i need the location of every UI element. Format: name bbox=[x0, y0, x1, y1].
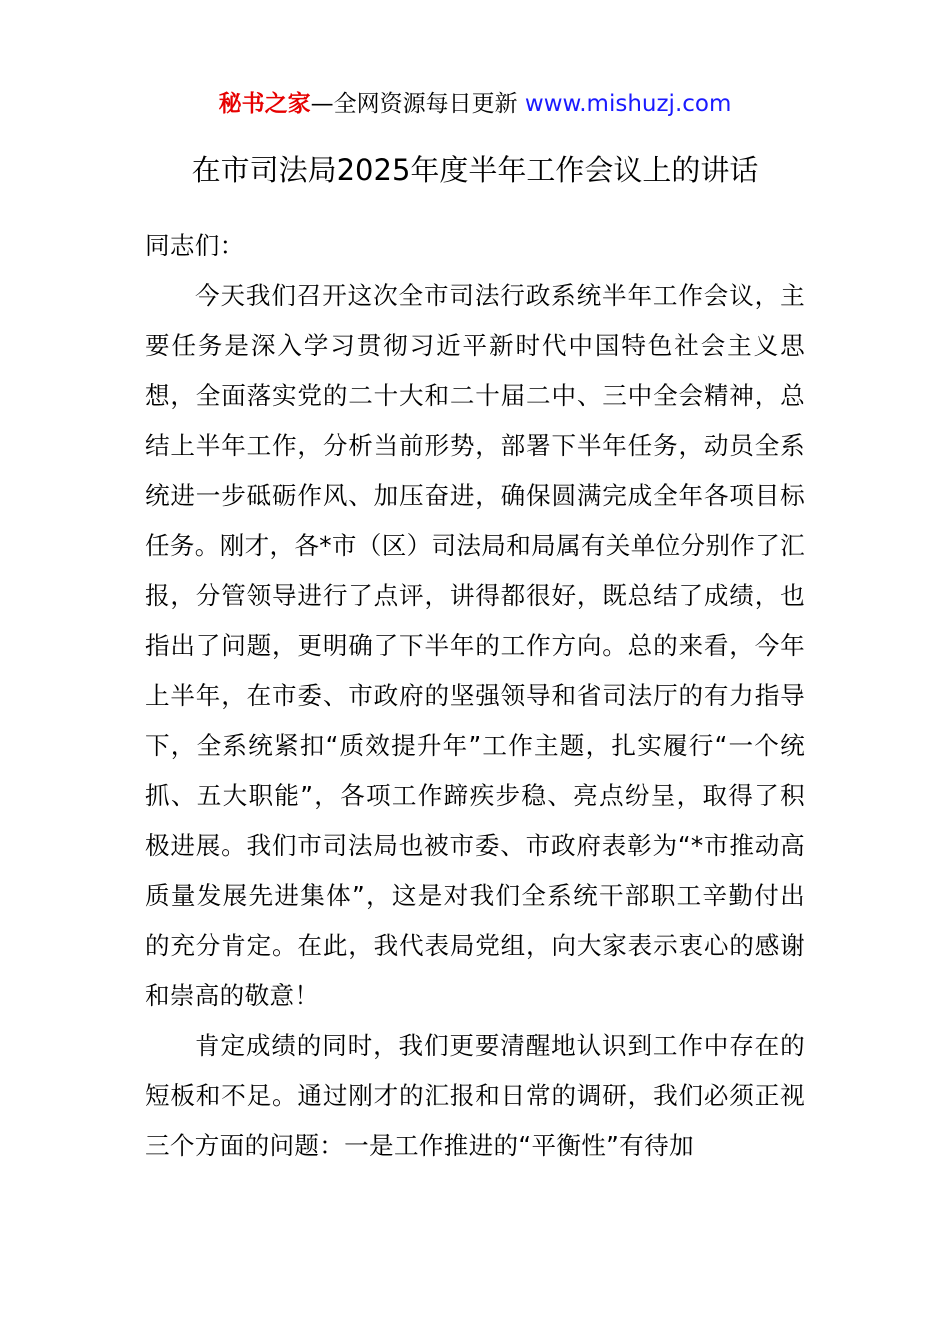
paragraph-2: 肯定成绩的同时，我们更要清醒地认识到工作中存在的短板和不足。通过刚才的汇报和日常的调研，我们必须正视三个方面的问题：一是工作推进的“平衡性”有待加 bbox=[145, 1031, 805, 1160]
site-header bbox=[0, 86, 950, 122]
site-tagline: —全网资源每日更新 bbox=[310, 91, 525, 117]
paragraph-1: 今天我们召开这次全市司法行政系统半年工作会议，主要任务是深入学习贯彻习近平新时代中国特色社会主义思想，全面落实党的二十大和二十届二中、三中全会精神，总结上半年工作，分析当前形势，部署下半年任务，动员全系统进一步砥砺作风、加压奋进，确保圆满完成全年各项目标任务。刚才，各*市（区）司法局和局属有关单位分别作了汇报，分管领导进行了点评，讲得都很好，既总结了成绩，也指出了问题，更明确了下半年的工作方向。总的来看，今年上半年，在市委、市政府的坚强领导和省司法厅的有力指导下，全系统紧扣“质效提升年”工作主题，扎实履行“一个统抓、五大职能”，各项工作蹄疾步稳、亮点纷呈，取得了积极进展。我们市司法局也被市委、市政府表彰为“*市推动高质量发展先进集体”，这是对我们全系统干部职工辛勤付出的充分肯定。在此，我代表局党组，向大家表示衷心的感谢和崇高的敬意！ bbox=[145, 281, 805, 1010]
document-body bbox=[145, 221, 805, 1171]
site-url-link[interactable]: www.mishuzj.com bbox=[524, 91, 732, 117]
document-title: 在市司法局2025年度半年工作会议上的讲话 bbox=[191, 153, 759, 187]
salutation: 同志们： bbox=[145, 231, 245, 260]
site-brand: 秘书之家 bbox=[218, 91, 311, 117]
